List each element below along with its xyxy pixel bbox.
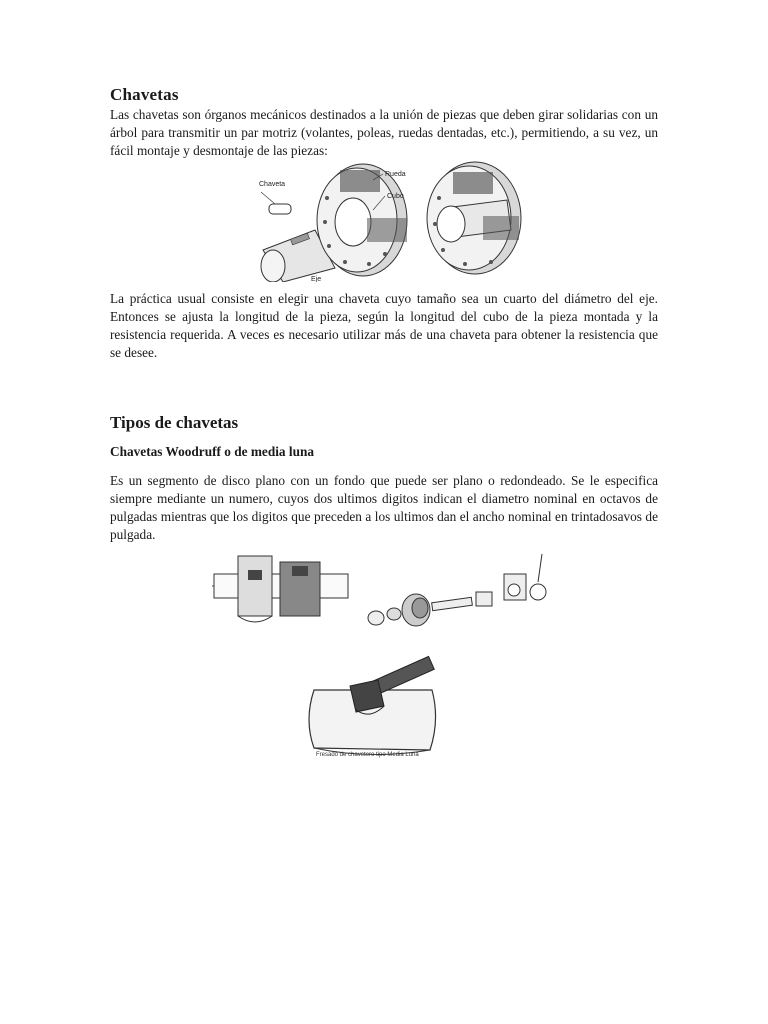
exploded-parts-drawing [368,554,546,626]
shaft-section-drawing [212,556,348,622]
woodruff-parts-figure [208,552,558,636]
milling-keyway-figure [300,650,460,765]
figure-caption: Fresado de chavetero tipo Media Luna [316,752,419,758]
section-title-chavetas: Chavetas [110,85,179,104]
subtitle-woodruff: Chavetas Woodruff o de media luna [110,444,315,459]
wheel-1-drawing [317,164,407,276]
label-chaveta: Chaveta [259,181,286,188]
label-eje: Eje [311,276,322,282]
wheel-2-drawing [427,162,521,274]
key-piece-drawing [261,192,291,214]
woodruff-paragraph: Es un segmento de disco plano con un fondo que puede ser plano o redondeado. Se le especifica siempre mediante un numero, cuyos dos ultimos digitos indican el diametro nominal en octavos de pulgadas mientras que los digitos que preceden a los ultimos dan el ancho nominal en trintadosavos de pulgada. [110,473,658,542]
practice-paragraph: La práctica usual consiste en elegir una chaveta cuyo tamaño sea un cuarto del diámetro del eje. Entonces se ajusta la longitud de la pieza, según la longitud del cubo de la pieza montada y la resistencia requerida. A veces es necesario utilizar más de una chaveta para obtener la resistencia que se desee. [110,291,658,360]
label-cubo: Cubo [387,193,404,200]
label-rueda: Rueda [385,171,406,178]
key-assembly-figure [245,158,525,282]
intro-paragraph: Las chavetas son órganos mecánicos destinados a la unión de piezas que deben girar solidarias con un árbol para transmitir un par motriz (volantes, poleas, ruedas dentadas, etc.), permitiendo, a su vez, un fácil montaje y desmontaje de las piezas: [110,107,658,158]
section-title-tipos: Tipos de chavetas [110,413,239,432]
